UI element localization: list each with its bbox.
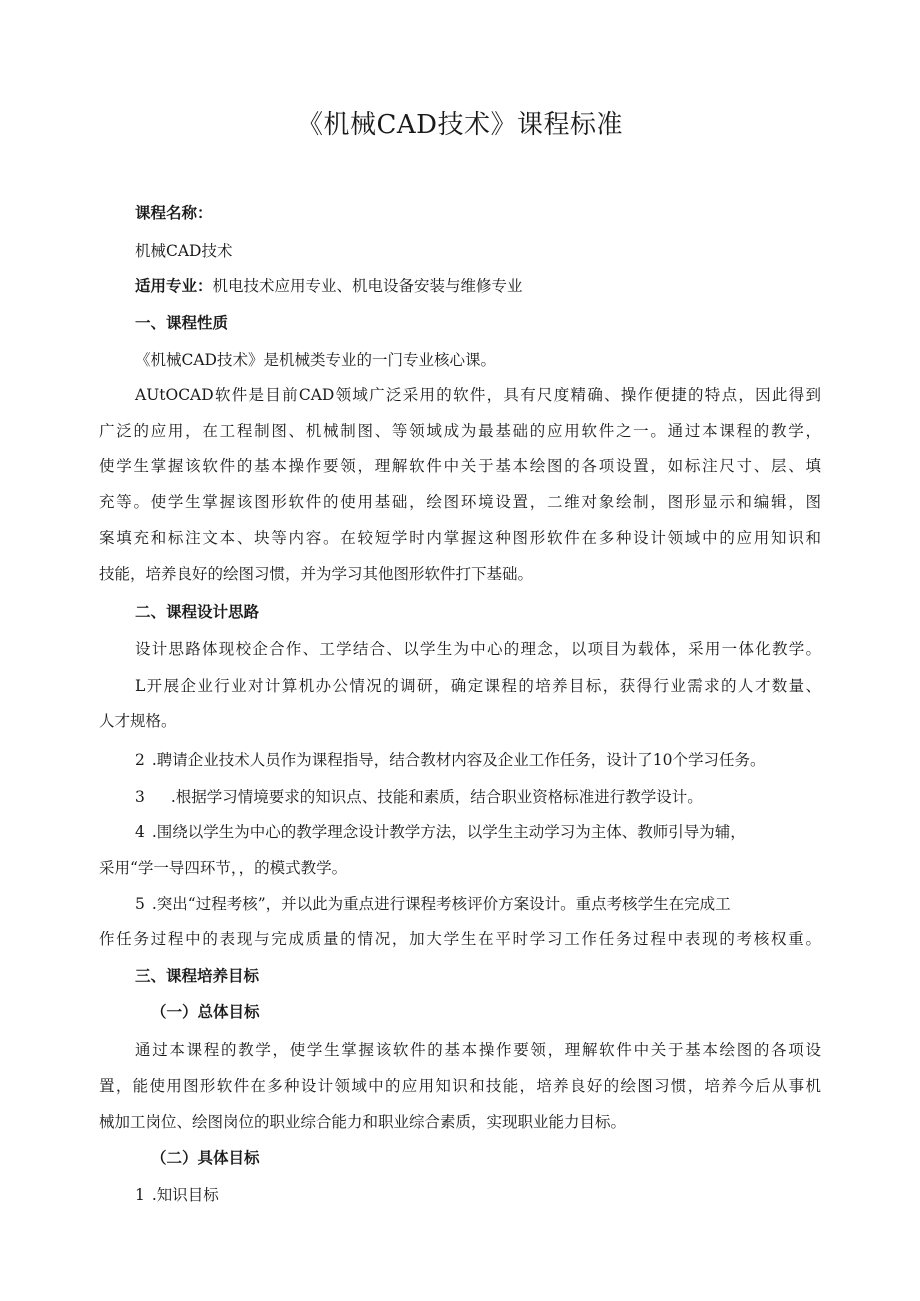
section-1-para-2-line: AUtOCAD软件是目前CAD领域广泛采用的软件，具有尺度精确、操作便捷的特点，因此得到 — [135, 386, 821, 404]
section-2-item-1-line: 人才规格。 — [99, 712, 177, 730]
knowledge-goal-item — [135, 1184, 219, 1206]
section-3-sub-1-heading: （一）总体目标 — [151, 1002, 260, 1021]
section-2-item-4-line — [135, 821, 746, 843]
section-1-para-2-line: 案填充和标注文本、块等内容。在较短学时内掌握这种图形软件在多种设计领域中的应用知识和 — [99, 529, 821, 547]
section-2-item-5-line — [135, 893, 731, 915]
item-number: 5 — [135, 895, 145, 913]
item-text: .根据学习情境要求的知识点、技能和素质，结合职业资格标准进行教学设计。 — [170, 788, 703, 806]
section-2-item-4-line: 采用“学一导四环节，，的模式教学。 — [99, 859, 348, 877]
section-1-para-2-line: 技能，培养良好的绘图习惯，并为学习其他图形软件打下基础。 — [99, 565, 534, 583]
section-2-item-5-line: 作任务过程中的表现与完成质量的情况，加大学生在平时学习工作任务过程中表现的考核权重。 — [99, 930, 821, 948]
item-number: 4 — [135, 823, 145, 841]
section-1-para-1: 《机械CAD技术》是机械类专业的一门专业核心课。 — [135, 351, 496, 369]
item-text: .突出“过程考核”，并以此为重点进行课程考核评价方案设计。重点考核学生在完成工 — [151, 895, 731, 913]
section-1-para-2-line: 广泛的应用，在工程制图、机械制图、等领域成为最基础的应用软件之一。通过本课程的教学， — [99, 422, 821, 440]
item-text: .聘请企业技术人员作为课程指导，结合教材内容及企业工作任务，设计了10个学习任务。 — [151, 751, 766, 769]
item-text: .知识目标 — [151, 1186, 219, 1204]
section-1-para-2-line: 充等。使学生掌握该图形软件的使用基础，绘图环境设置，二维对象绘制，图形显示和编辑，图 — [99, 493, 821, 511]
section-2-intro: 设计思路体现校企合作、工学结合、以学生为中心的理念，以项目为载体，采用一体化教学。 — [135, 640, 821, 658]
section-1-heading: 一、课程性质 — [135, 313, 229, 332]
major-line — [135, 275, 523, 297]
section-2-heading: 二、课程设计思路 — [135, 602, 260, 621]
item-text: .围绕以学生为中心的教学理念设计教学方法，以学生主动学习为主体、教师引导为辅， — [151, 823, 746, 841]
document-title: 《机械CAD技术》课程标准 — [296, 110, 624, 140]
item-number: 3 — [135, 788, 145, 806]
section-3-sub-1-line: 通过本课程的教学，使学生掌握该软件的基本操作要领，理解软件中关于基本绘图的各项设 — [135, 1041, 821, 1059]
section-3-sub-1-line: 械加工岗位、绘图岗位的职业综合能力和职业综合素质，实现职业能力目标。 — [99, 1113, 627, 1131]
section-2-item-2 — [135, 749, 766, 771]
section-1-para-2-line: 使学生掌握该软件的基本操作要领，理解软件中关于基本绘图的各项设置，如标注尺寸、层、填 — [99, 457, 821, 475]
section-3-sub-2-heading: （二）具体目标 — [151, 1148, 260, 1167]
course-name-value: 机械CAD技术 — [135, 242, 233, 260]
section-2-item-1-line: L开展企业行业对计算机办公情况的调研，确定课程的培养目标，获得行业需求的人才数量、 — [135, 677, 821, 695]
major-label: 适用专业： — [135, 276, 213, 295]
section-3-sub-1-line: 置，能使用图形软件在多种设计领域中的应用知识和技能，培养良好的绘图习惯，培养今后从事机 — [99, 1077, 821, 1095]
section-2-item-3 — [135, 786, 703, 808]
item-number: 2 — [135, 751, 145, 769]
section-3-heading: 三、课程培养目标 — [135, 966, 260, 985]
major-value: 机电技术应用专业、机电设备安装与维修专业 — [212, 277, 523, 295]
item-number: 1 — [135, 1186, 145, 1204]
course-name-label: 课程名称： — [135, 203, 213, 222]
